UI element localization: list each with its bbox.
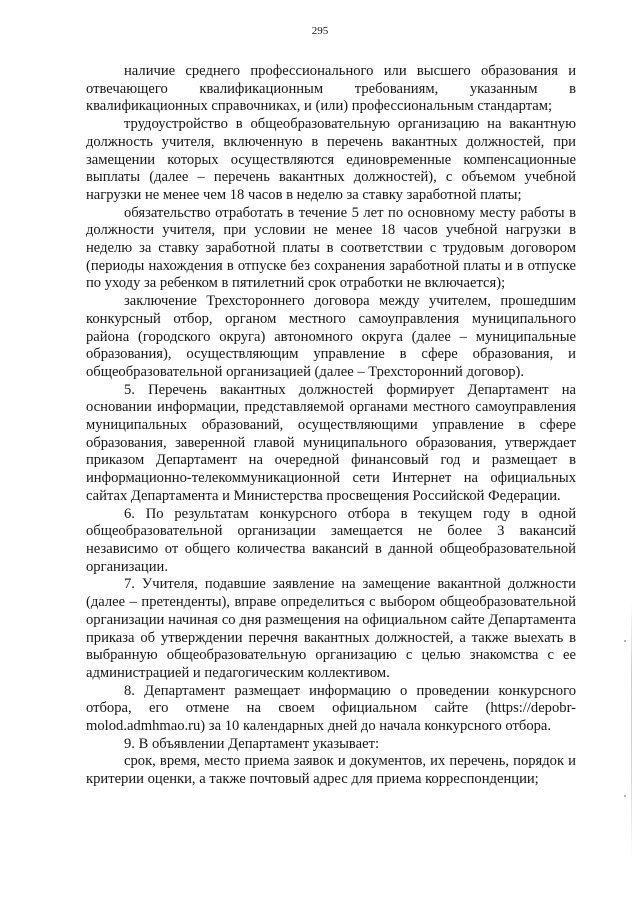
scan-edge-mark (631, 600, 632, 860)
paragraph-work-obligation: обязательство отработать в течение 5 лет по основному месту работы в должности учителя, при условии не менее 18 часов учебной нагрузки в неделю за ставку заработной платы в соответствии с трудовым договором (периоды нахождения в отпуске без сохранения заработной платы и в отпуске по уходу за ребенком в пятилетний срок отработки не включается); (86, 204, 576, 292)
paragraph-tripartite-agreement: заключение Трехстороннего договора между учителем, прошедшим конкурсный отбор, органом местного самоуправления муниципального района (городского округа) автономного округа (далее – муниципальные образования), осуществляющим управление в сфере образования, и общеобразовательной организацией (далее – Трехсторонний договор). (86, 293, 576, 380)
paragraph-education-requirement: наличие среднего профессионального или высшего образования и отвечающего квалификационным требованиям, указанным в квалификационных справочниках, и (или) профессиональным стандартам; (86, 63, 576, 115)
scan-speck (624, 795, 626, 797)
paragraph-item-5: 5. Перечень вакантных должностей формирует Департамент на основании информации, представляемой органами местного самоуправления муниципальных образований, осуществляющими управление в сфере образования, заверенной главой муниципального образования, утверждает приказом Департамент на очередной финансовый год и размещает в информационно-телекоммуникационной сети Интернет на официальных сайтах Департамента и Министерства просвещения Российской Федерации. (86, 381, 576, 504)
paragraph-item-9: 9. В объявлении Департамент указывает: (124, 735, 380, 752)
paragraph-item-7: 7. Учителя, подавшие заявление на замещение вакантной должности (далее – претенденты), вправе определиться с выбором общеобразовательной организации начиная со дня размещения на официальном сайте Департамента приказа об утверждении перечня вакантных должностей, а также выехать в выбранную общеобразовательную организацию с целью знакомства с ее администрацией и педагогическим коллективом. (86, 576, 576, 681)
scan-speck (624, 640, 626, 642)
paragraph-employment: трудоустройство в общеобразовательную организацию на вакантную должность учителя, включенную в перечень вакантных должностей, при замещении которых осуществляются единовременные компенсационные выплаты (далее – перечень вакантных должностей), с объемом учебной нагрузки не менее чем 18 часов в неделю за ставку заработной платы; (86, 116, 576, 203)
page-number: 295 (311, 25, 329, 37)
paragraph-item-8: 8. Департамент размещает информацию о проведении конкурсного отбора, его отмене на своем официальном сайте (https://depobr-molod.admhmao.ru) за 10 календарных дней до начала конкурсного отбора. (86, 682, 576, 735)
paragraph-item-6: 6. По результатам конкурсного отбора в текущем году в одной общеобразовательной организации замещается не более 3 вакансий независимо от общего количества вакансий в данной общеобразовательной организации. (86, 505, 576, 575)
document-body (86, 63, 576, 789)
paragraph-announcement-details: срок, время, место приема заявок и документов, их перечень, порядок и критерии оценки, а также почтовый адрес для приема корреспонденции; (86, 753, 576, 788)
